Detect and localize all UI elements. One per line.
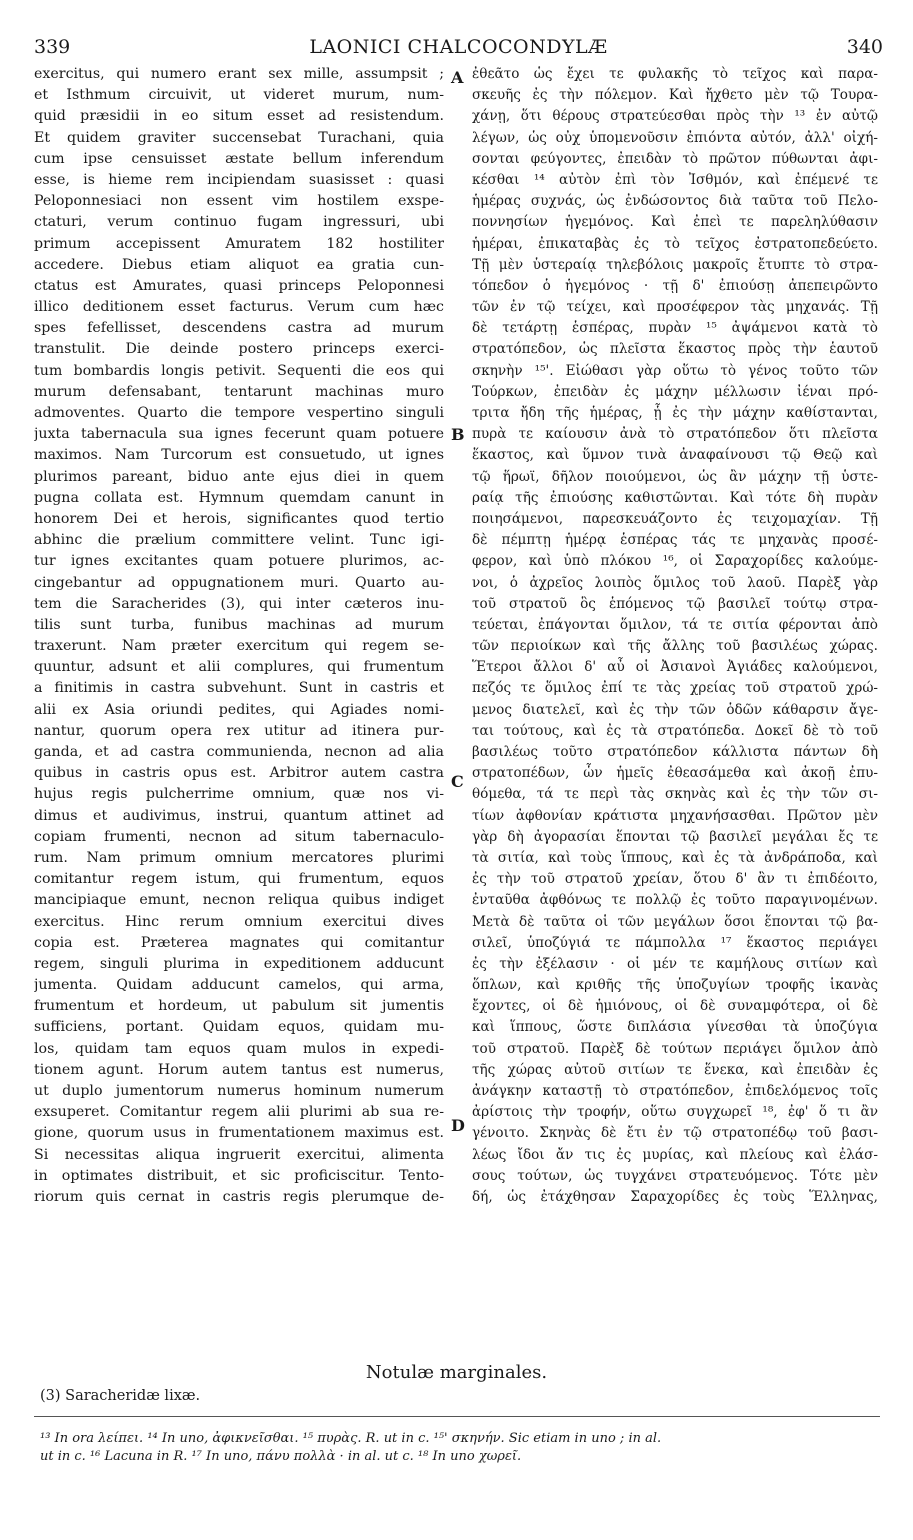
text-line: Μετὰ δὲ ταῦτα οἱ τῶν μεγάλων ὅσοι ἕπονται τῷ βα- [472,913,878,930]
text-line: honorem Dei et herois, significantes quod tertio [34,510,444,527]
text-line: λέγων, ὡς οὐχ ὑπομενοῦσιν ἐπιόντα αὐτόν, ἀλλ' οἰχή- [472,129,878,146]
text-line: χάνῃ, ὅτι θέρους στρατεύεσθαι πρὸς τὴν ¹³ ἐν αὐτῷ [472,108,878,125]
text-line: τῆς χώρας αὐτοῦ σιτίων τε ἕνεκα, καὶ ἐπειδὰν ἐς [472,1061,878,1078]
text-line: abhinc die prælium committere velint. Tunc igi- [34,532,444,549]
text-line: σονται φεύγοντες, ἐπειδὰν τὸ πρῶτον πύθωνται ἀφι- [472,150,878,167]
text-line: hujus regis pulcherrime omnium, quæ nos vi- [34,786,444,803]
text-line: ποιησάμενοι, παρεσκευάζοντο ἐς τειχομαχίαν. Τῇ [472,510,878,527]
text-line: spes fefellisset, descendens castra ad murum [34,320,444,337]
text-line: πεζός τε ὅμιλος ἐπί τε τὰς χρείας τοῦ στρατοῦ χρώ- [472,680,878,697]
text-line: quuntur, adsunt et alii complures, qui frumentum [34,659,444,676]
text-line: accedere. Diebus etiam aliquot ea gratia cun- [34,256,444,273]
text-line: τῷ ἥρωϊ, δῆλον ποιούμενοι, ὡς ἂν μάχην τῇ ὑστε- [472,468,878,485]
text-line: τὰ σιτία, καὶ τοὺς ἵππους, καὶ ἐς τὰ ἀνδράποδα, καὶ [472,849,878,866]
footnote-rule [34,1416,880,1417]
text-line: maximos. Nam Turcorum est consuetudo, ut ignes [34,447,444,464]
text-line: στρατόπεδον, ὡς πλεῖστα ἕκαστος πρὸς τὴν ἑαυτοῦ [472,341,878,358]
text-line: tum bombardis longis petivit. Sequenti die eos qui [34,362,444,379]
text-line: quid præsidii in eo situm esset ad resistendum. [34,108,444,125]
text-line: ἐς τὴν ἐξέλασιν · οἱ μέν τε καμήλους σιτίων καὶ [472,955,878,972]
text-line: nantur, quorum opera rex utitur ad itinera pur- [34,722,444,739]
text-line: λέως ἴδοι ἄν τις ἐς μυρίας, καὶ πλείους καὶ ἐλάσ- [472,1146,878,1163]
running-header [34,36,883,62]
text-line: copia est. Præterea magnates qui comitantur [34,934,444,951]
text-line: τόπεδον ὁ ἡγεμόνος · τῇ δ' ἐπιούσῃ ἀπεπειρῶντο [472,277,878,294]
text-line: primum accepissent Amuratem 182 hostiliter [34,235,444,252]
text-line: dimus et audivimus, instrui, quantum attinet ad [34,807,444,824]
text-line: Ἕτεροι ἄλλοι δ' αὖ οἱ Ἀσιανοὶ Ἀγιάδες καλούμενοι, [472,659,878,676]
text-line: gione, quorum usus in frumentationem maximus est. [34,1125,444,1142]
text-line: θόμεθα, τά τε περὶ τὰς σκηνὰς καὶ ἐς τὴν τῶν σι- [472,786,878,803]
text-line: ραίᾳ τῆς ἐπιούσης καθιστῶνται. Καὶ τότε δὴ πυρὰν [472,489,878,506]
text-line: ἕκαστος, καὶ ὕμνον τινὰ ἀναφαίνουσι τῷ Θεῷ καὶ [472,447,878,464]
text-line: πυρὰ τε καίουσιν ἀνὰ τὸ στρατόπεδον ὅτι πλεῖστα [472,426,878,443]
text-line: plurimos pareant, biduo ante ejus diei in quem [34,468,444,485]
text-line: ctaturi, verum continuo fugam ingressuri, ubi [34,214,444,231]
text-line: σους τούτων, ὡς τυγχάνει στρατευόμενος. Τότε μὲν [472,1167,878,1184]
text-line: τεύεται, ἐπάγονται ὅμιλον, τά τε σιτία φέρονται ἀπὸ [472,616,878,633]
text-line: σιλεῖ, ὑποζύγιά τε πάμπολλα ¹⁷ ἕκαστος περιάγει [472,934,878,951]
text-line: traxerunt. Nam præter exercitum qui regem se- [34,638,444,655]
text-line: Τῇ μὲν ὑστεραίᾳ τηλεβόλοις μακροῖς ἔτυπτε τὸ στρα- [472,256,878,273]
margin-letter-a: A [451,68,464,87]
text-line: exercitus. Hinc rerum omnium exercitui dives [34,913,444,930]
text-line: exsuperet. Comitantur regem alii plurimi ab sua re- [34,1104,444,1121]
text-line: cingebantur ad oppugnationem muri. Quarto au- [34,574,444,591]
text-line: exercitus, qui numero erant sex mille, assumpsit ; [34,66,444,82]
text-line: δὲ πέμπτῃ ἡμέρᾳ ἑσπέρας τάς τε μηχανὰς προσέ- [472,532,878,549]
text-line: ἐς τὴν τοῦ στρατοῦ χρείαν, ὅτου δ' ἂν τι ἐπιδέοιτο, [472,871,878,888]
text-line: τῶν περιοίκων καὶ τῆς ἄλλης τοῦ βασιλέως χώρας. [472,638,878,655]
marginal-note: (3) Saracheridæ lixæ. [40,1388,201,1404]
text-line: comitantur regem istum, qui frumentum, equos [34,871,444,888]
text-line: ganda, et ad castra communienda, necnon ad alia [34,744,444,760]
text-line: ut duplo jumentorum numerus hominum numerum [34,1083,444,1099]
greek-column [472,64,878,1208]
text-line: riorum quis cernat in castris regis plerumque de- [34,1188,444,1205]
text-line: Si necessitas aliqua ingruerit exercitui, alimenta [34,1146,444,1163]
text-line: ἡμέραι, ἐπικαταβὰς ἐς τὸ τεῖχος ἐστρατοπεδεύετο. [472,235,878,252]
text-line: σκηνὴν ¹⁵'. Εἰώθασι γὰρ οὕτω τὸ γένος τοῦτο τῶν [472,362,878,379]
text-line: et Isthmum circuivit, ut videret murum, num- [34,87,444,104]
text-line: στρατοπέδων, ὧν ἡμεῖς ἐθεασάμεθα καὶ ἀκοῇ ἐπυ- [472,765,878,782]
text-line: transtulit. Die deinde postero princeps exerci- [34,341,444,358]
text-line: τῶν ἐν τῷ τείχει, καὶ προσέφερον τὰς μηχανάς. Τῇ [472,299,878,316]
text-line: pugna collata est. Hymnum quemdam canunt in [34,489,444,506]
page-number-left: 339 [34,36,71,58]
text-line: δή, ὡς ἐτάχθησαν Σαραχορίδες ἐς τοὺς Ἕλληνας, [472,1188,878,1205]
text-line: ἐνταῦθα ἀφθόνως τε πολλῷ ἐς τοῦτο παραγινομένων. [472,892,878,909]
text-line: rum. Nam primum omnium mercatores plurimi [34,849,444,866]
page-number-right: 340 [846,36,883,58]
text-line: γὰρ δὴ ἀγορασίαι ἕπονται τῷ βασιλεῖ μεγάλαι ἔς τε [472,828,878,845]
text-line: a finitimis in castra subvehunt. Sunt in castris et [34,680,444,697]
text-line: καὶ ἵππους, ὥστε διπλάσια γίνεσθαι τὰ ὑποζύγια [472,1019,878,1036]
text-line: ὅπλων, καὶ κριθῆς τῆς ὑποζυγίων τροφῆς ἱκανὰς [472,977,878,994]
text-line: νοι, ὁ ἀχρεῖος λοιπὸς ὅμιλος τοῦ λαοῦ. Παρὲξ γὰρ [472,574,878,591]
text-line: juxta tabernacula sua ignes fecerunt quam potuere [34,426,444,443]
text-line: sufficiens, portant. Quidam equos, quidam mu- [34,1019,444,1036]
text-line: Peloponnesiaci non essent vim hostilem exspe- [34,193,444,210]
text-line: ἐθεᾶτο ὡς ἔχει τε φυλακῆς τὸ τεῖχος καὶ παρα- [472,66,878,82]
text-line: φερον, καὶ ὑπὸ πλόκου ¹⁶, οἱ Σαραχορίδες καλούμε- [472,553,878,570]
text-line: murum defensabant, tentarunt machinas muro [34,383,444,400]
text-line: frumentum et hordeum, ut pabulum sit jumentis [34,998,444,1015]
text-line: τίων ἀφθονίαν κράτιστα μηχανήσασθαι. Πρῶτον μὲν [472,807,878,824]
text-line: in optimates distribuit, et sic proficiscitur. Tento- [34,1167,444,1184]
text-line: mancipiaque emunt, necnon reliqua quibus indiget [34,892,444,909]
text-line: ται τούτους, καὶ ἐς τὰ στρατόπεδα. Δοκεῖ δὲ τὸ τοῦ [472,722,878,739]
footnotes [40,1430,880,1466]
text-line: tilis sunt turba, funibus machinas ad murum [34,616,444,633]
text-line: los, quidam tam equos quam mulos in expedi- [34,1040,444,1057]
text-line: admoventes. Quarto die tempore vespertino singuli [34,405,444,421]
text-line: βασιλέως τοῦτο στρατόπεδον κάλλιστα πάντων δὴ [472,744,878,760]
text-line: σκευῆς ἐς τὴν πόλεμον. Καὶ ἤχθετο μὲν τῷ Τουρα- [472,87,878,104]
notulae-heading: Notulæ marginales. [365,1362,548,1383]
text-line: τριτα ἤδη τῆς ἡμέρας, ᾗ ἐς τὴν μάχην καθίστανται, [472,405,878,421]
text-line: Τούρκων, ἐπειδὰν ἐς μάχην μέλλωσιν ἰέναι πρό- [472,383,878,400]
text-line: ut in c. ¹⁶ Lacuna in R. ¹⁷ In uno, πάνυ πολλὰ · in al. ut c. ¹⁸ In uno χωρεῖ. [40,1449,522,1464]
text-line: τοῦ στρατοῦ. Παρὲξ δὲ τούτων περιάγει ὅμιλον ἀπὸ [472,1040,878,1057]
text-line: tur ignes excitantes quam potuere plurimos, ac- [34,553,444,570]
text-line: jumenta. Quidam adducunt camelos, qui arma, [34,977,444,994]
text-line: ¹³ In ora λείπει. ¹⁴ In uno, ἀφικνεῖσθαι. ¹⁵ πυρὰς. R. ut in c. ¹⁵' σκηνήν. Sic etiam in uno ; in al. [40,1431,662,1446]
text-line: cum ipse censuisset æstate bellum inferendum [34,150,444,167]
text-line: γένοιτο. Σκηνὰς δὲ ἔτι ἐν τῷ στρατοπέδῳ τοῦ βασι- [472,1125,878,1142]
text-line: ἡμέρας συχνάς, ὡς ἐνδώσοντος διὰ ταῦτα τοῦ Πελο- [472,193,878,210]
text-line: ἀνάγκην καταστῇ τὸ στρατόπεδον, ἐπιδελόμενος τοῖς [472,1083,878,1099]
text-line: ctatus est Amurates, quasi princeps Peloponnesi [34,277,444,294]
text-line: τοῦ στρατοῦ ὃς ἑπόμενος τῷ βασιλεῖ τούτῳ στρα- [472,595,878,612]
text-line: tem die Saracherides (3), qui inter cæteros inu- [34,595,444,612]
text-line: δὲ τετάρτῃ ἑσπέρας, πυρὰν ¹⁵ ἀψάμενοι κατὰ τὸ [472,320,878,337]
text-line: alii ex Asia oriundi pedites, qui Agiades nomi- [34,701,444,718]
text-line: illico deditionem esset facturus. Verum cum hæc [34,299,444,316]
text-line: κέσθαι ¹⁴ αὐτὸν ἐπὶ τὸν Ἰσθμόν, καὶ ἐπέμενέ τε [472,171,878,188]
text-line: Et quidem graviter succensebat Turachani, quia [34,129,444,146]
text-line: ἀρίστοις τὴν τροφήν, οὕτω συγχωρεῖ ¹⁸, ἐφ' ὅ τι ἂν [472,1104,878,1121]
text-line: μενος διατελεῖ, καὶ ἐς τὴν τῶν ὁδῶν κάθαρσιν ἄγε- [472,701,878,718]
text-line: esse, is hieme rem incipiendam suasisset : quasi [34,171,444,188]
text-line: copiam frumenti, necnon ad situm tabernaculo- [34,828,444,845]
margin-letter-c: C [451,772,464,791]
margin-letter-d: D [451,1116,465,1135]
text-line: regem, singuli plurima in expeditionem adducunt [34,955,444,972]
running-title: LAONICI CHALCOCONDYLÆ [309,36,608,58]
text-line: tionem agunt. Horum autem tantus est numerus, [34,1061,444,1078]
text-line: ἔχοντες, οἱ δὲ ἡμιόνους, οἱ δὲ συναμφότερα, οἱ δὲ [472,998,878,1015]
latin-column [34,64,444,1208]
text-line: quibus in castris opus est. Arbitror autem castra [34,765,444,782]
margin-letter-b: B [451,425,465,444]
text-line: ποννησίων ἡγεμόνος. Καὶ ἐπεὶ τε παρεληλύθασιν [472,214,878,231]
